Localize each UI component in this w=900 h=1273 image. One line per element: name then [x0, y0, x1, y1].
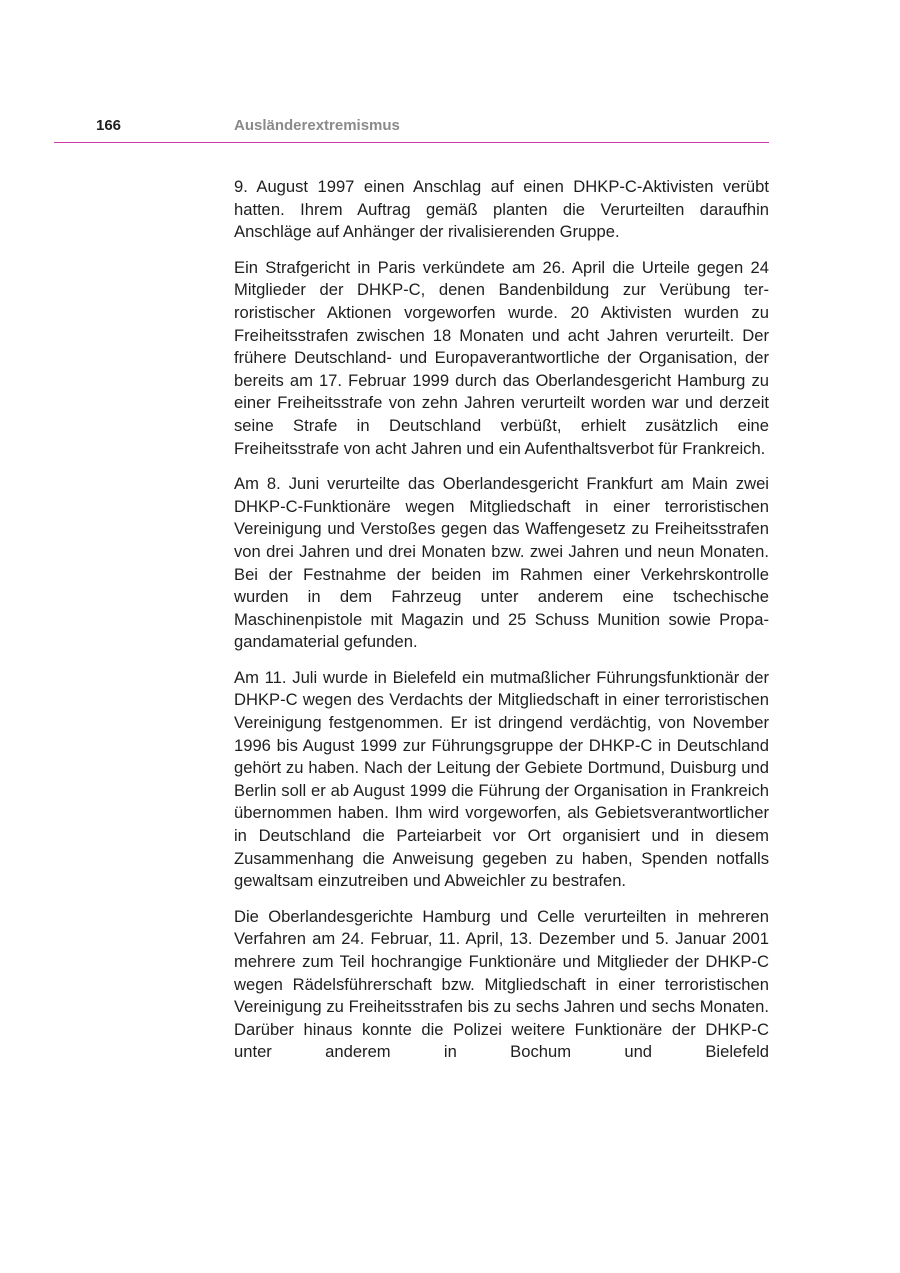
paragraph: Die Oberlandesgerichte Hamburg und Celle verurteilten in mehreren Verfahren am 24. Februar, 11. April, 13. Dezember und 5. Januar 2001 mehrere zum Teil hochrangige Funktionäre und Mitglieder der DHKP-C wegen Rädelsführerschaft bzw. Mitgliedschaft in einer terroristischen Vereinigung zu Freiheitsstrafen bis zu sechs Jahren und sechs Monaten. Darüber hinaus konnte die Polizei weitere Funktionäre der DHKP-C unter anderem in Bochum und Bielefeld [234, 906, 769, 1062]
page-number: 166 [96, 117, 122, 134]
paragraph: Am 11. Juli wurde in Bielefeld ein mutmaßlicher Führungsfunktionär der DHKP-C wegen des Verdachts der Mitgliedschaft in einer terroristischen Vereinigung festgenommen. Er ist dringend verdächtig, von November 1996 bis August 1999 zur Führungsgruppe der DHKP-C in Deutschland gehört zu haben. Nach der Leitung der Gebiete Dortmund, Duisburg und Berlin soll er ab August 1999 die Führung der Organisation in Frankreich übernommen haben. Ihm wird vorgeworfen, als Gebietsverantwortlicher in Deutschland die Parteiarbeit vor Ort organisiert und in diesem Zusammenhang die Anweisung gegeben zu haben, Spenden notfalls gewaltsam einzutreiben und Abweichler zu bestrafen. [234, 667, 769, 891]
paragraph: Ein Strafgericht in Paris verkündete am 26. April die Urteile gegen 24 Mitglieder der DHKP-C, denen Bandenbildung zur Verübung terroristischer Aktionen vorgeworfen wurde. 20 Aktivisten wurden zu Freiheitsstrafen zwischen 18 Monaten und acht Jahren verurteilt. Der frühere Deutschland- und Europaverantwortliche der Organisation, der bereits am 17. Februar 1999 durch das Oberlandesgericht Hamburg zu einer Freiheitsstrafe von zehn Jahren verurteilt worden war und derzeit seine Strafe in Deutschland verbüßt, erhielt zusätzlich eine Freiheitsstrafe von acht Jahren und ein Aufenthaltsverbot für Frankreich. [234, 257, 769, 458]
paragraph: Am 8. Juni verurteilte das Oberlandesgericht Frankfurt am Main zwei DHKP-C-Funktionäre wegen Mitgliedschaft in einer terroristischen Vereinigung und Verstoßes gegen das Waffengesetz zu Freiheitsstrafen von drei Jahren und drei Monaten bzw. zwei Jahren und neun Monaten. Bei der Festnahme der beiden im Rahmen einer Verkehrskontrolle wurden in dem Fahrzeug unter anderem eine tschechische Maschinenpistole mit Magazin und 25 Schuss Munition sowie Propagandamaterial gefunden. [234, 474, 769, 652]
page-header [54, 117, 769, 143]
body-text [234, 176, 769, 1077]
running-title: Ausländerextremismus [234, 117, 400, 134]
paragraph: 9. August 1997 einen Anschlag auf einen DHKP-C-Aktivisten verübt hatten. Ihrem Auftrag gemäß planten die Verurteilten daraufhin Anschläge auf Anhänger der rivalisierenden Gruppe. [234, 177, 769, 242]
